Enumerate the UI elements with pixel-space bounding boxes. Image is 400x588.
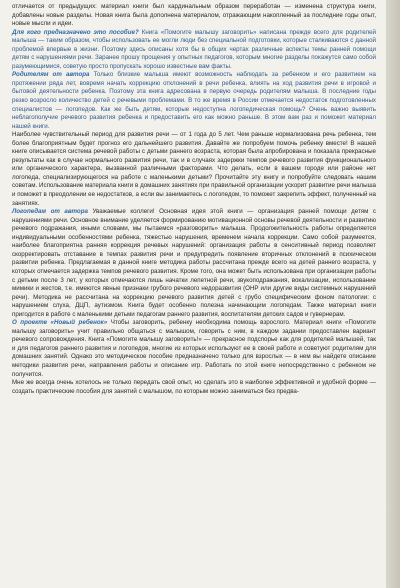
paragraph-text: отличается от предыдущих: материал книги был кардинальным образом переработан — изменена структура книги, добавлены новые разделы. Новая книга была дополнена материалом, отражающим накопленный за последние годы опыт, новые мысли и идеи. — [12, 3, 376, 28]
paragraph-speech-therapists — [12, 208, 376, 319]
section-heading: Логопедам от автора — [12, 208, 88, 216]
section-heading: О проекте «Новый ребенок» — [12, 319, 108, 327]
section-heading: Для кого предназначено это пособие? — [12, 28, 139, 36]
paragraph-continuation — [12, 3, 376, 29]
page-edge-shadow — [386, 0, 400, 588]
paragraph-parents — [12, 71, 376, 131]
paragraph-closing — [12, 379, 376, 396]
section-heading: Родителям от автора — [12, 71, 90, 79]
paragraph-project — [12, 319, 376, 379]
paragraph-sensitive-period — [12, 131, 376, 208]
paragraph-text: Только близкие малыша имеют возможность наблюдать за ребенком и его развитием на протяжении ряда лет, вовремя начать коррекцию отклонений в речи ребенка, влиять на ход развития речи в игровой и бытовой деятельности ребенка. Поэтому эта книга адресована в первую очередь родителям малыша. В последние годы резко возросло количество детей с речевыми проблемами. В то же время в России отмечается недостаток подготовленных специалистов — логопедов. Как же быть детям, которые недоступна логопедическая помощь? Очень важно выявить неблагополучие речевого развития ребенка и предоставить его как можно раньше. В этом вам раз и поможет материал нашей книги. — [12, 71, 376, 130]
paragraph-text: Мне же всегда очень хотелось не только передать свой опыт, но сделать это в наиболее эффективной и удобной форме — создать практические пособия для занятий с малышом, по которым можно заниматься без предва- — [12, 379, 376, 395]
paragraph-audience — [12, 29, 376, 72]
paragraph-text: Наиболее чувствительный период для развития речи — от 1 года до 5 лет. Чем раньше нормализована речь ребенка, тем более благоприятным будет прогноз его дальнейшего развития. Давайте же попробуем помочь ребенку вместе! В нашей книге описывается система речевой работы с детьми раннего возраста, которая была апробирована и показала прекрасные результаты как в случае нормального развития речи, так и в случаях задержки темпов речевого развития функционального или органического характера, вызванной различными факторами. Что делать, если в вашем городе или районе нет логопеда, специализирующегося на работе с маленькими детьми? Прочитайте эту книгу и попробуйте следовать нашим советам. Использование материала книги в домашних занятиях при правильной организации ускорит развитие речи малыша и поможет в преодолении ее недостатков, а если вы занимаетесь с логопедом, то поможет закрепить эффект, полученный на занятиях. — [12, 131, 376, 207]
paragraph-text: Уважаемые коллеги! Основная идея этой книги — организация ранней помощи детям с нарушениями речи. Основное внимание уделяется формированию мотивационной основы речевой деятельности и развитию речевого подражания, иными словами, мы пытаемся «разговорить» малыша. Продолжительность работы определяется индивидуальными особенностями ребенка, тяжестью нарушения, временем начала коррекции. Само собой разумеется, наиболее благоприятна ранняя коррекция речевых нарушений: организация работы в сенситивный период позволяет скорректировать отставание в темпах развития речи и предупредить появление вторичных отклонений в психическом развитии ребенка. Предлагаемая в данной книге методика работы рассчитана прежде всего на детей раннего возраста, у которых отмечается задержка темпов речевого развития. Кроме того, она может быть использована при организации работы с детьми после 3 лет, у которых отмечаются лишь начатки лепетной речи, звукоподражания, вокализации, использование мимики и жестов, т.е. имеются явные признаки грубого речевого недоразвития (ОНР или другие виды системных нарушений речи). Методика не рассчитана на коррекцию речевого развития детей с грубо специфическим фоном патологии: с нарушением слуха, ДЦП, аутизмом. Книга будет особенно полезна начинающим логопедам. Также материал книги пригодится в работе с маленькими детьми педагогам раннего развития, воспитателям детских садов и гувернерам. — [12, 208, 376, 318]
paragraph-text: Книга «Помогите малышу заговорить» написана прежде всего для родителей малыша — таким образом, чтобы использовать ее могли люди без специальной подготовки, которые сталкиваются с данной проблемой впервые в жизни. Поэтому здесь описаны хотя бы в общих чертах различные аспекты темы ранней помощи детям с нарушениями речи. Заранее прошу прощения у опытных педагогов, которым многие разделы покажутся само собой разумеющимися, советую просто пропускать хорошо известные вам факты. — [12, 28, 376, 70]
paragraph-text: Чтобы заговорить, ребенку необходима помощь взрослого. Материал книги «Помогите малышу заговорить» учит правильно общаться с малышом, говорить с ним, в каждом задании предоставлен вариант речевого сопровождения. Книга «Помогите малышу заговорить!» — прекрасное подспорье как для родителей малышей, так и для педагогов раннего развития и логопедов, многие из которых используют ее в своей работе и советуют родителям для домашних занятий. Однако это методическое пособие предназначено только для взрослых — в нем вы найдете описание методики развития речи, направления работы и описание игр. Работать по этой книге непосредственно с ребенком не получится. — [12, 319, 376, 378]
